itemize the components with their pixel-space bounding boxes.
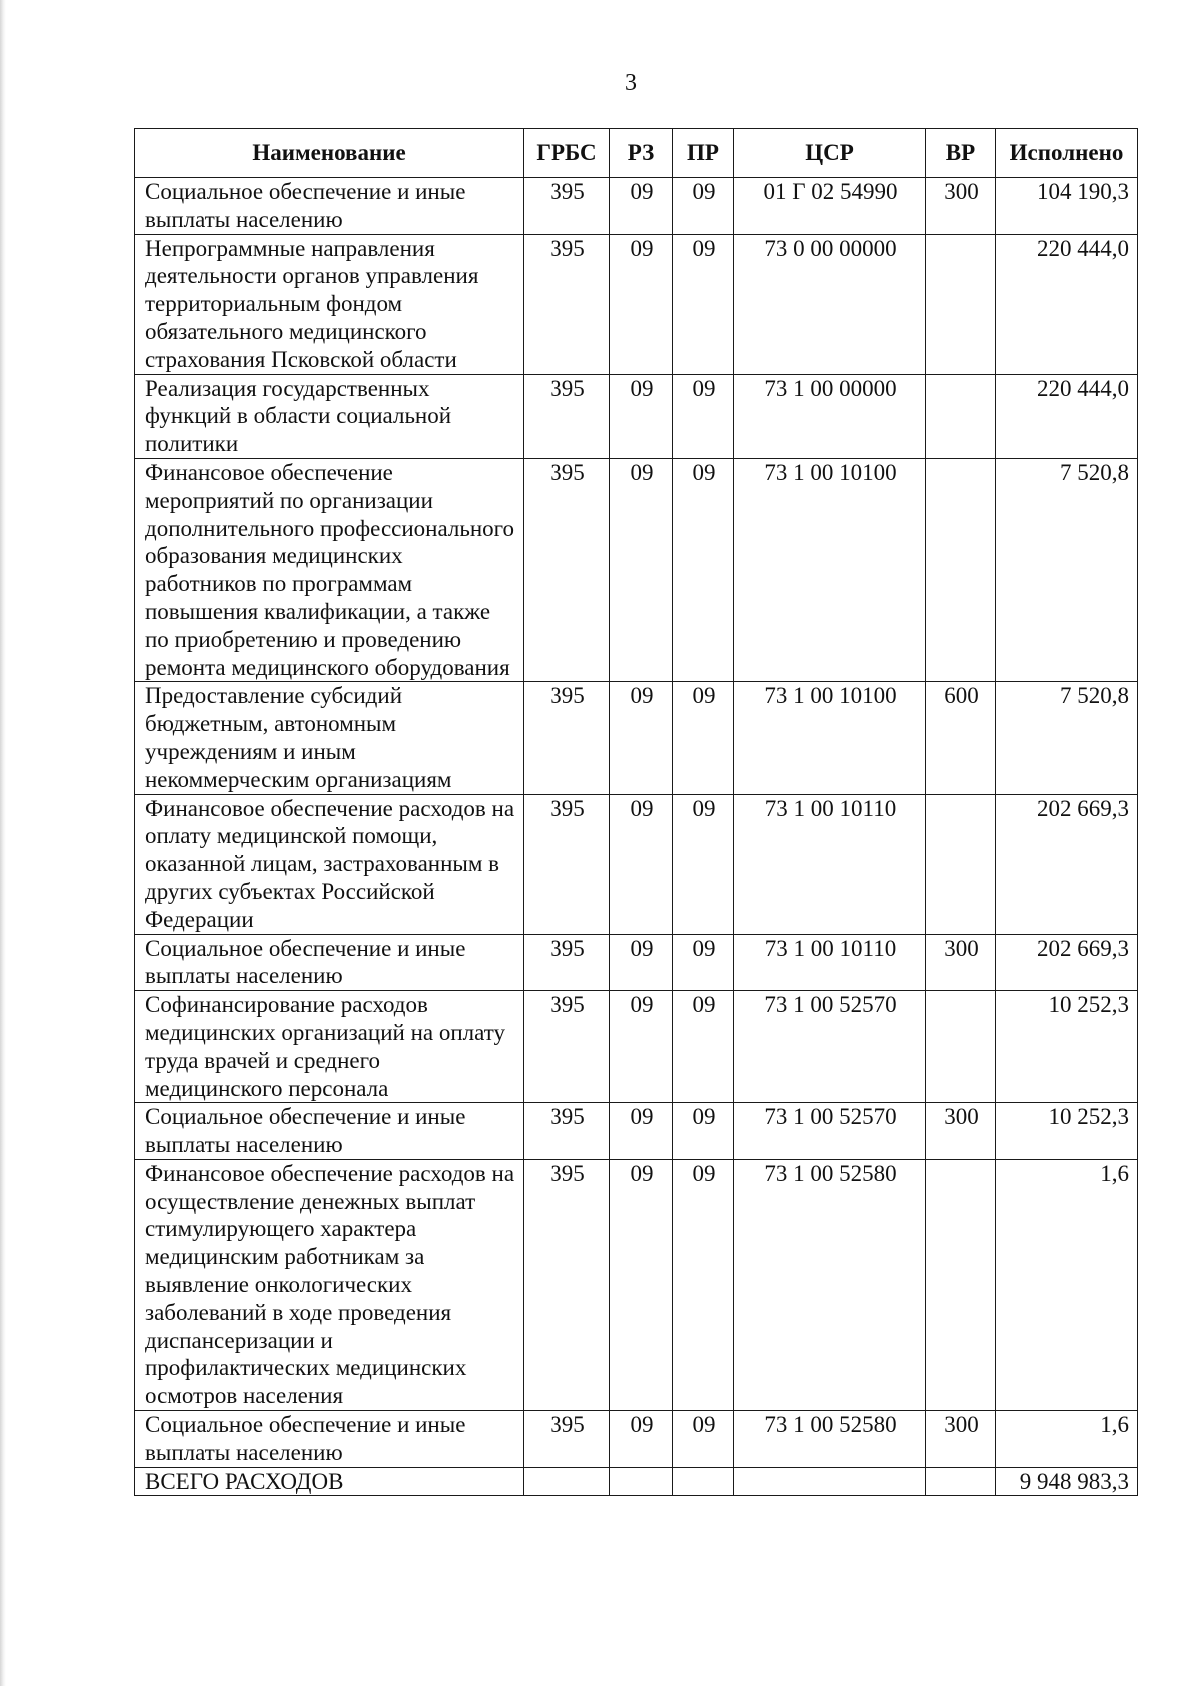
cell-vr [926, 234, 996, 374]
page-number: 3 [625, 70, 637, 96]
header-pr: ПР [673, 129, 734, 178]
cell-csr: 73 1 00 10110 [734, 934, 926, 991]
header-grbs: ГРБС [524, 129, 610, 178]
cell-csr: 73 1 00 10100 [734, 458, 926, 681]
cell-csr: 73 1 00 00000 [734, 374, 926, 458]
cell-vr: 300 [926, 934, 996, 991]
header-rz: РЗ [610, 129, 673, 178]
table-row [135, 234, 1138, 374]
cell-name: Финансовое обеспечение расходов на оплату медицинской помощи, оказанной лицам, застрахованным в других субъектах Российской Федерации [135, 794, 524, 934]
cell-name: Софинансирование расходов медицинских организаций на оплату труда врачей и среднего медицинского персонала [135, 991, 524, 1103]
cell-rz: 09 [610, 1159, 673, 1410]
cell-grbs: 395 [524, 1103, 610, 1160]
cell-executed: 10 252,3 [996, 991, 1138, 1103]
cell-rz: 09 [610, 178, 673, 235]
expenditure-table [134, 128, 1138, 1496]
total-empty-cell [610, 1467, 673, 1496]
cell-executed: 1,6 [996, 1411, 1138, 1468]
cell-pr: 09 [673, 374, 734, 458]
cell-csr: 73 1 00 52570 [734, 1103, 926, 1160]
table-row [135, 682, 1138, 794]
cell-pr: 09 [673, 991, 734, 1103]
cell-grbs: 395 [524, 234, 610, 374]
header-vr: ВР [926, 129, 996, 178]
table-row [135, 374, 1138, 458]
table-header-row [135, 129, 1138, 178]
cell-executed: 1,6 [996, 1159, 1138, 1410]
header-executed: Исполнено [996, 129, 1138, 178]
table-row [135, 991, 1138, 1103]
cell-csr: 73 0 00 00000 [734, 234, 926, 374]
cell-rz: 09 [610, 234, 673, 374]
cell-name: Реализация государственных функций в области социальной политики [135, 374, 524, 458]
cell-rz: 09 [610, 682, 673, 794]
cell-grbs: 395 [524, 374, 610, 458]
cell-name: Социальное обеспечение и иные выплаты населению [135, 934, 524, 991]
cell-csr: 73 1 00 10100 [734, 682, 926, 794]
cell-vr: 300 [926, 178, 996, 235]
cell-executed: 220 444,0 [996, 374, 1138, 458]
cell-grbs: 395 [524, 794, 610, 934]
cell-grbs: 395 [524, 934, 610, 991]
cell-vr [926, 1159, 996, 1410]
cell-csr: 01 Г 02 54990 [734, 178, 926, 235]
total-empty-cell [673, 1467, 734, 1496]
cell-name: Социальное обеспечение и иные выплаты населению [135, 178, 524, 235]
cell-csr: 73 1 00 52580 [734, 1159, 926, 1410]
cell-name: Социальное обеспечение и иные выплаты населению [135, 1411, 524, 1468]
cell-pr: 09 [673, 794, 734, 934]
table-row [135, 794, 1138, 934]
cell-rz: 09 [610, 458, 673, 681]
cell-vr [926, 794, 996, 934]
cell-executed: 104 190,3 [996, 178, 1138, 235]
total-label: ВСЕГО РАСХОДОВ [135, 1467, 524, 1496]
cell-vr [926, 374, 996, 458]
cell-grbs: 395 [524, 991, 610, 1103]
cell-pr: 09 [673, 234, 734, 374]
table-body [135, 178, 1138, 1496]
cell-vr [926, 991, 996, 1103]
cell-pr: 09 [673, 1411, 734, 1468]
total-row [135, 1467, 1138, 1496]
header-csr: ЦСР [734, 129, 926, 178]
cell-name: Непрограммные направления деятельности органов управления территориальным фондом обязательного медицинского страхования Псковской области [135, 234, 524, 374]
table-row [135, 1103, 1138, 1160]
total-executed: 9 948 983,3 [996, 1467, 1138, 1496]
cell-pr: 09 [673, 682, 734, 794]
cell-rz: 09 [610, 991, 673, 1103]
total-empty-cell [524, 1467, 610, 1496]
cell-rz: 09 [610, 1411, 673, 1468]
total-empty-cell [926, 1467, 996, 1496]
cell-vr: 300 [926, 1103, 996, 1160]
cell-executed: 7 520,8 [996, 682, 1138, 794]
cell-grbs: 395 [524, 682, 610, 794]
cell-csr: 73 1 00 52580 [734, 1411, 926, 1468]
cell-grbs: 395 [524, 1159, 610, 1410]
cell-name: Финансовое обеспечение расходов на осуществление денежных выплат стимулирующего характера медицинским работникам за выявление онкологических заболеваний в ходе проведения диспансеризации и профилактических медицинских осмотров населения [135, 1159, 524, 1410]
table-row [135, 934, 1138, 991]
cell-vr [926, 458, 996, 681]
cell-vr: 600 [926, 682, 996, 794]
table-row [135, 178, 1138, 235]
cell-name: Социальное обеспечение и иные выплаты населению [135, 1103, 524, 1160]
cell-rz: 09 [610, 794, 673, 934]
cell-executed: 7 520,8 [996, 458, 1138, 681]
cell-name: Финансовое обеспечение мероприятий по организации дополнительного профессионального образования медицинских работников по программам повышения квалификации, а также по приобретению и проведению ремонта медицинского оборудования [135, 458, 524, 681]
cell-executed: 10 252,3 [996, 1103, 1138, 1160]
cell-executed: 220 444,0 [996, 234, 1138, 374]
cell-grbs: 395 [524, 178, 610, 235]
cell-rz: 09 [610, 934, 673, 991]
header-name: Наименование [135, 129, 524, 178]
cell-csr: 73 1 00 10110 [734, 794, 926, 934]
cell-pr: 09 [673, 934, 734, 991]
cell-pr: 09 [673, 458, 734, 681]
table-row [135, 1159, 1138, 1410]
table-row [135, 458, 1138, 681]
cell-executed: 202 669,3 [996, 794, 1138, 934]
cell-csr: 73 1 00 52570 [734, 991, 926, 1103]
scan-edge [0, 0, 6, 1686]
table-row [135, 1411, 1138, 1468]
cell-rz: 09 [610, 374, 673, 458]
cell-grbs: 395 [524, 458, 610, 681]
cell-name: Предоставление субсидий бюджетным, автономным учреждениям и иным некоммерческим организациям [135, 682, 524, 794]
cell-pr: 09 [673, 178, 734, 235]
cell-grbs: 395 [524, 1411, 610, 1468]
cell-vr: 300 [926, 1411, 996, 1468]
total-empty-cell [734, 1467, 926, 1496]
cell-pr: 09 [673, 1159, 734, 1410]
cell-executed: 202 669,3 [996, 934, 1138, 991]
cell-pr: 09 [673, 1103, 734, 1160]
cell-rz: 09 [610, 1103, 673, 1160]
